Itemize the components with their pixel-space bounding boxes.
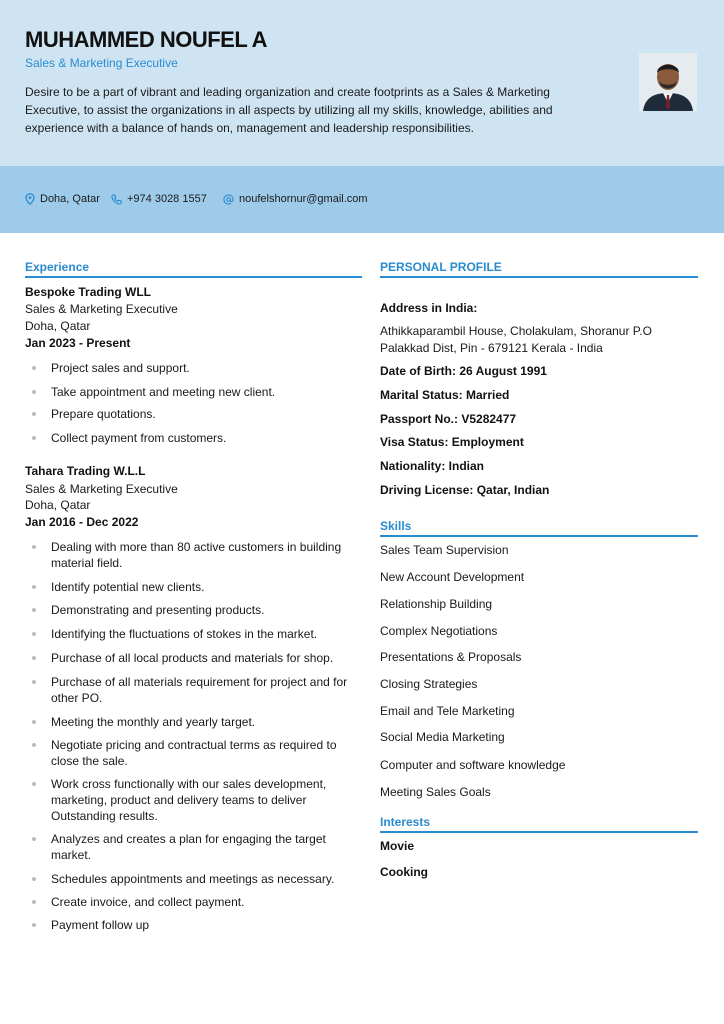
marital-status: Marital Status: Married (380, 388, 510, 402)
interests-heading: Interests (380, 815, 431, 829)
phone-text: +974 3028 1557 (127, 193, 207, 205)
address-line-2: Palakkad Dist, Pin - 679121 Kerala - India (380, 341, 603, 355)
skill-item: Computer and software knowledge (380, 758, 566, 772)
contact-location (25, 193, 100, 205)
interest-item: Cooking (380, 865, 428, 879)
job-location: Doha, Qatar (25, 319, 91, 333)
address-line-1: Athikkaparambil House, Cholakulam, Shoranur P.O (380, 324, 652, 338)
phone-icon (111, 194, 122, 205)
personal-heading: PERSONAL PROFILE (380, 260, 502, 274)
nationality: Nationality: Indian (380, 459, 485, 473)
job-role: Sales & Marketing Executive (25, 482, 178, 496)
job-dates: Jan 2023 - Present (25, 336, 131, 350)
skill-item: Email and Tele Marketing (380, 704, 515, 718)
skills-divider (380, 535, 698, 537)
summary: Desire to be a part of vibrant and leading organization and create footprints as a Sales & Marketing Executive, to assist the organizations in all aspects by utilizing all my skills, knowledge, abilities and experience with a balance of hands on, management and leadership responsibilities. (25, 85, 553, 135)
skills-heading: Skills (380, 519, 412, 533)
list-item: Work cross functionally with our sales development, marketing, product and delivery teams to deliver Outstanding results. (25, 776, 365, 824)
list-item: Analyzes and creates a plan for engaging the target market. (25, 831, 365, 863)
list-item: Project sales and support. (25, 360, 365, 376)
job-title: Sales & Marketing Executive (25, 56, 178, 70)
job-company: Bespoke Trading WLL (25, 285, 152, 299)
list-item: Create invoice, and collect payment. (25, 894, 365, 910)
interest-item: Movie (380, 839, 415, 853)
driving-license: Driving License: Qatar, Indian (380, 483, 550, 497)
address-label: Address in India: (380, 301, 478, 315)
location-text: Doha, Qatar (40, 193, 100, 205)
email-text: noufelshornur@gmail.com (239, 193, 368, 205)
skill-item: New Account Development (380, 570, 525, 584)
skill-item: Complex Negotiations (380, 624, 498, 638)
location-pin-icon (25, 193, 35, 205)
job-company: Tahara Trading W.L.L (25, 464, 146, 478)
profile-photo (639, 53, 697, 111)
date-of-birth: Date of Birth: 26 August 1991 (380, 364, 547, 378)
list-item: Identifying the fluctuations of stokes in the market. (25, 626, 365, 642)
job-location: Doha, Qatar (25, 498, 91, 512)
contact-email[interactable] (223, 193, 368, 205)
at-icon (223, 194, 234, 205)
job-role: Sales & Marketing Executive (25, 302, 178, 316)
candidate-name: MUHAMMED NOUFEL A (25, 27, 268, 52)
contact-phone[interactable] (111, 193, 207, 205)
skill-item: Social Media Marketing (380, 730, 505, 744)
job-bullets (25, 360, 365, 446)
list-item: Negotiate pricing and contractual terms as required to close the sale. (25, 737, 365, 769)
avatar-icon (639, 53, 697, 111)
list-item: Prepare quotations. (25, 406, 365, 422)
list-item: Purchase of all local products and materials for shop. (25, 650, 365, 666)
list-item: Collect payment from customers. (25, 430, 365, 446)
experience-divider (25, 276, 362, 278)
interests-divider (380, 831, 698, 833)
list-item: Dealing with more than 80 active customers in building material field. (25, 539, 365, 571)
experience-heading: Experience (25, 260, 90, 274)
list-item: Demonstrating and presenting products. (25, 602, 365, 618)
list-item: Meeting the monthly and yearly target. (25, 714, 365, 730)
list-item: Schedules appointments and meetings as necessary. (25, 871, 365, 887)
skill-item: Meeting Sales Goals (380, 785, 491, 799)
job-dates: Jan 2016 - Dec 2022 (25, 515, 139, 529)
list-item: Take appointment and meeting new client. (25, 384, 365, 400)
list-item: Payment follow up (25, 917, 365, 933)
list-item: Identify potential new clients. (25, 579, 365, 595)
personal-divider (380, 276, 698, 278)
skill-item: Relationship Building (380, 597, 493, 611)
skill-item: Presentations & Proposals (380, 650, 522, 664)
skill-item: Sales Team Supervision (380, 543, 509, 557)
job-bullets (25, 539, 365, 933)
passport-number: Passport No.: V5282477 (380, 412, 517, 426)
list-item: Purchase of all materials requirement for project and for other PO. (25, 674, 365, 706)
skill-item: Closing Strategies (380, 677, 478, 691)
visa-status: Visa Status: Employment (380, 435, 524, 449)
